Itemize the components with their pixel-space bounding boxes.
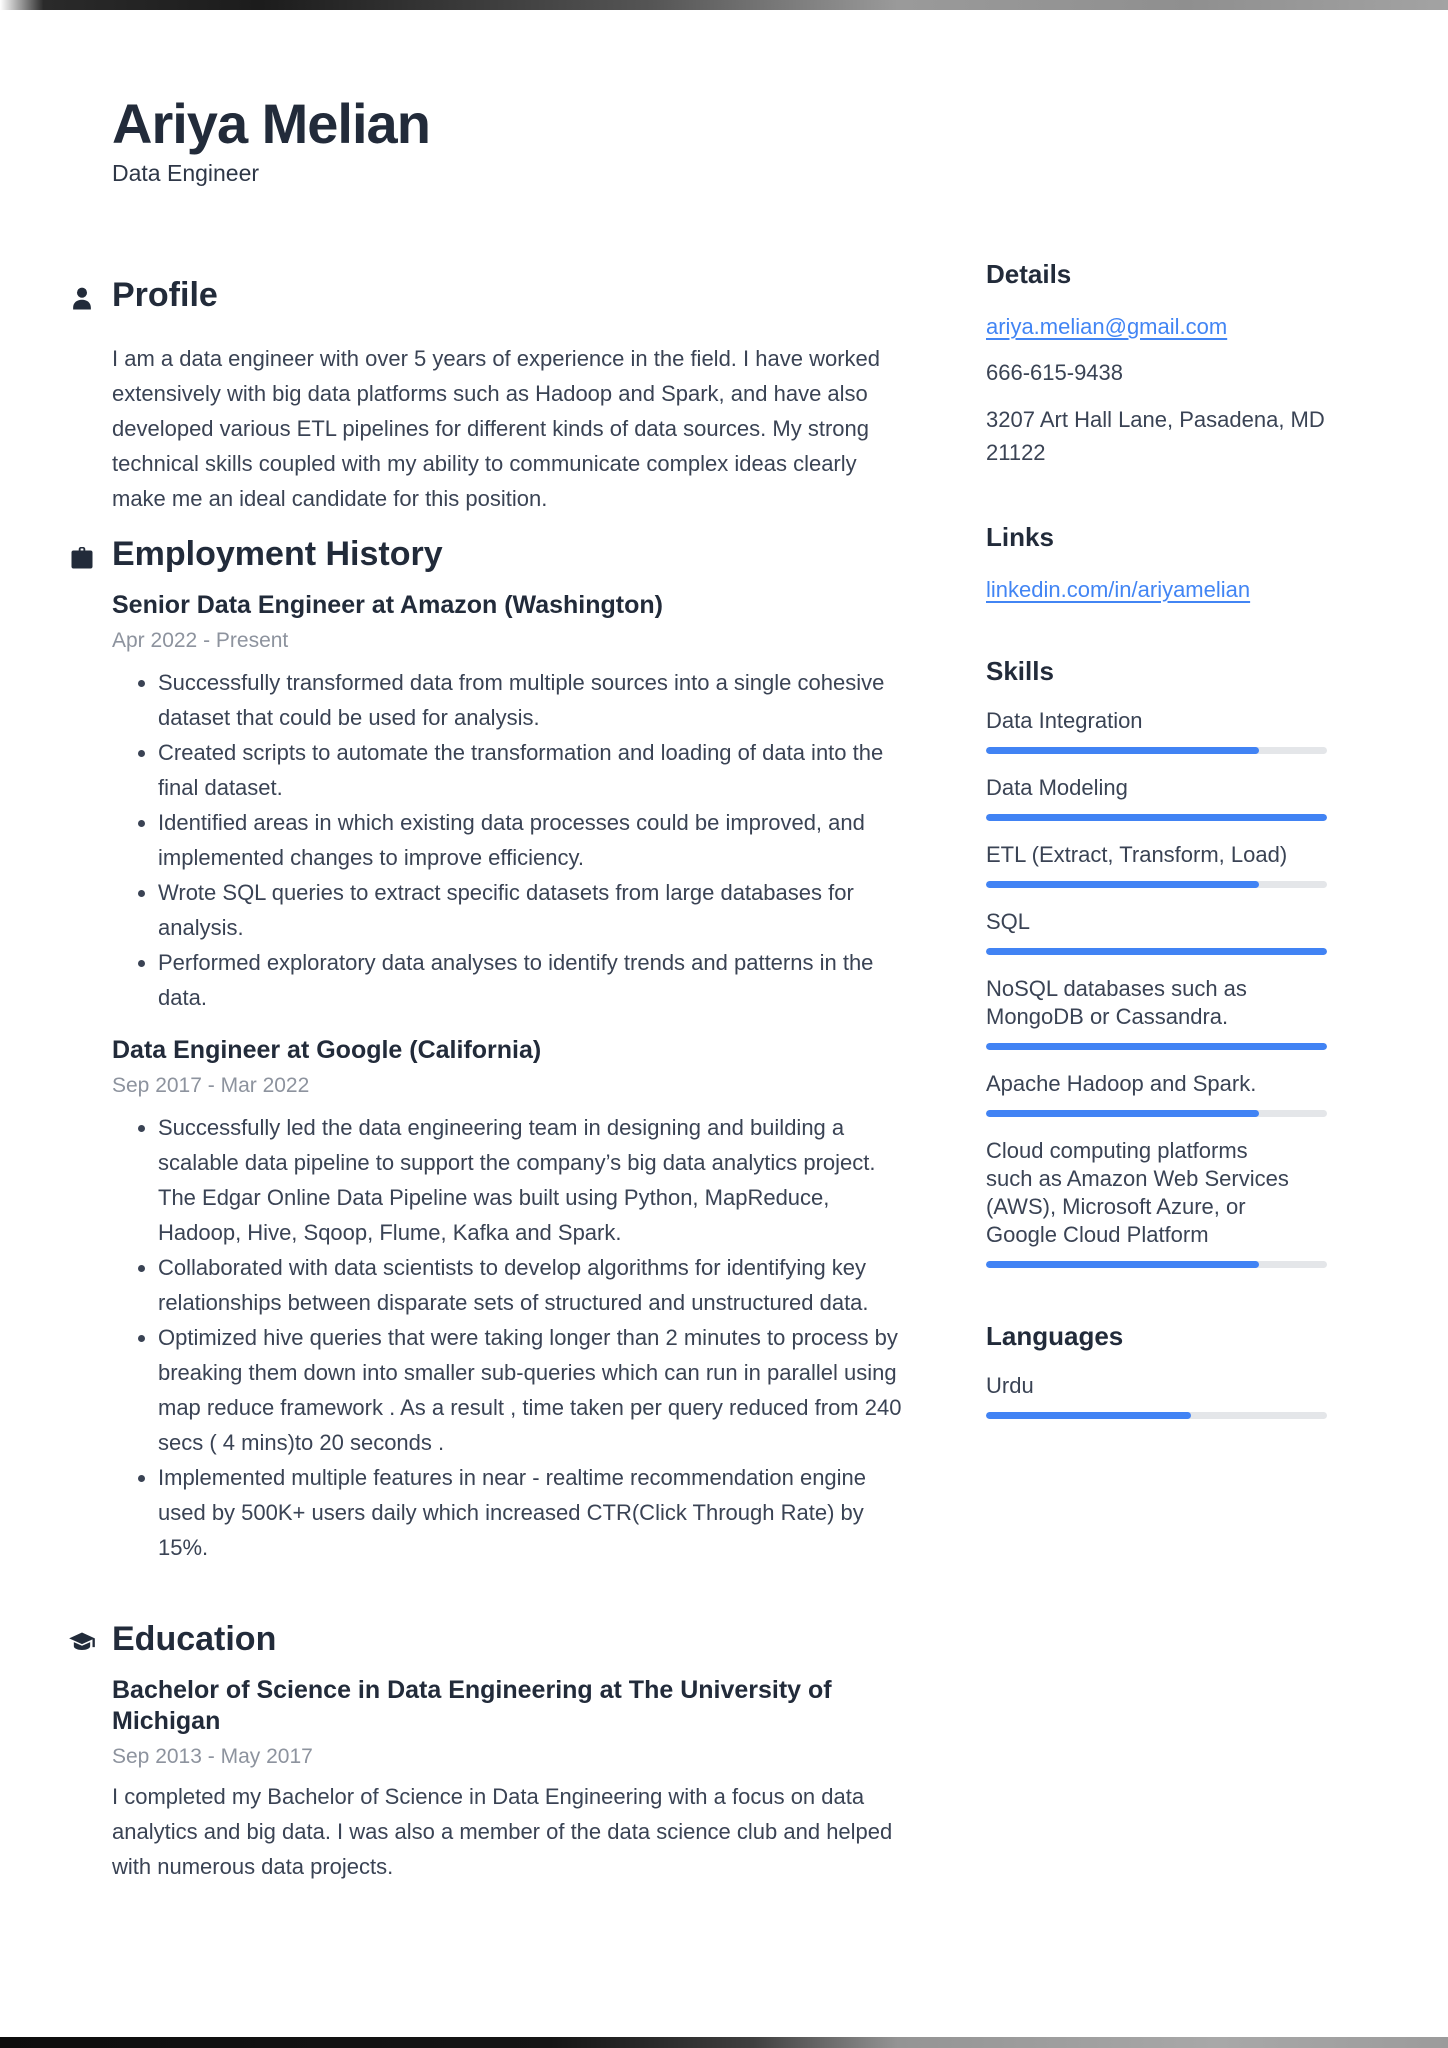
skill-bar-track — [986, 881, 1327, 888]
skill-item — [986, 975, 1327, 1050]
skill-item — [986, 707, 1327, 754]
job-bullet: • Created scripts to automate the transformation and loading of data into the final dataset. — [158, 735, 914, 805]
languages-heading: Languages — [986, 1321, 1124, 1351]
skill-label: Cloud computing platforms such as Amazon Web Services (AWS), Microsoft Azure, or Google Cloud Platform — [986, 1138, 1289, 1247]
candidate-name: Ariya Melian — [112, 92, 430, 155]
email-link[interactable]: ariya.melian@gmail.com — [986, 314, 1228, 339]
details-heading: Details — [986, 259, 1072, 289]
skill-bar-fill — [986, 881, 1259, 888]
profile-section-heading — [112, 275, 914, 315]
skill-bar-track — [986, 747, 1327, 754]
skill-label: ETL (Extract, Transform, Load) — [986, 842, 1288, 867]
skill-label: Apache Hadoop and Spark. — [986, 1071, 1257, 1096]
education-dates: Sep 2013 - May 2017 — [112, 1745, 313, 1768]
linkedin-link[interactable]: linkedin.com/in/ariyamelian — [986, 577, 1251, 602]
briefcase-icon — [68, 541, 96, 569]
language-bar-track — [986, 1412, 1327, 1419]
skill-bar-track — [986, 1261, 1327, 1268]
employment-heading-label: Employment History — [112, 535, 443, 573]
job-bullet: • Collaborated with data scientists to develop algorithms for identifying key relationships between disparate sets of structured and unstructured data. — [158, 1250, 914, 1320]
skill-bar-fill — [986, 948, 1327, 955]
skill-bar-track — [986, 1043, 1327, 1050]
page-bottom-shadow-bar — [0, 2037, 1448, 2048]
job-bullet: • Wrote SQL queries to extract specific datasets from large databases for analysis. — [158, 875, 914, 945]
skill-bar-fill — [986, 1043, 1327, 1050]
degree-title: Bachelor of Science in Data Engineering at The University of Michigan — [112, 1676, 832, 1735]
skill-bar-fill — [986, 747, 1259, 754]
job-bullet: • Identified areas in which existing data processes could be improved, and implemented changes to improve efficiency. — [158, 805, 914, 875]
skill-item — [986, 1137, 1327, 1268]
skill-item — [986, 1070, 1327, 1117]
skill-label: Data Modeling — [986, 775, 1128, 800]
education-heading-label: Education — [112, 1620, 277, 1658]
skill-item — [986, 908, 1327, 955]
education-entry — [112, 1675, 914, 1884]
skill-bar-fill — [986, 1261, 1259, 1268]
language-item — [986, 1372, 1327, 1419]
main-column — [112, 0, 914, 1884]
language-bar-fill — [986, 1412, 1191, 1419]
candidate-job-title: Data Engineer — [112, 160, 260, 186]
job-bullet-list — [112, 1110, 914, 1565]
job-title: Data Engineer at Google (California) — [112, 1036, 542, 1064]
skill-bar-fill — [986, 814, 1327, 821]
job-dates: Apr 2022 - Present — [112, 629, 289, 652]
job-bullet: • Implemented multiple features in near - realtime recommendation engine used by 500K+ users daily which increased CTR(Click Through Rate) by 15%. — [158, 1460, 914, 1565]
profile-text: I am a data engineer with over 5 years of experience in the field. I have worked extensively with big data platforms such as Hadoop and Spark, and have also developed various ETL pipelines for different kinds of data sources. My strong technical skills coupled with my ability to communicate complex ideas clearly make me an ideal candidate for this position. — [112, 346, 880, 511]
skill-label: SQL — [986, 909, 1031, 934]
education-text: I completed my Bachelor of Science in Data Engineering with a focus on data analytics and big data. I was also a member of the data science club and helped with numerous data projects. — [112, 1784, 893, 1879]
skill-bar-fill — [986, 1110, 1259, 1117]
job-bullet: • Optimized hive queries that were taking longer than 2 minutes to process by breaking them down into smaller sub-queries which can run in parallel using map reduce framework . As a result , time taken per query reduced from 240 secs ( 4 mins)to 20 seconds . — [158, 1320, 914, 1460]
skill-label: Data Integration — [986, 708, 1143, 733]
address: 3207 Art Hall Lane, Pasadena, MD 21122 — [986, 407, 1325, 465]
skill-item — [986, 841, 1327, 888]
education-section-heading — [112, 1619, 914, 1659]
job-title: Senior Data Engineer at Amazon (Washington) — [112, 591, 663, 619]
skill-bar-track — [986, 814, 1327, 821]
job-dates: Sep 2017 - Mar 2022 — [112, 1074, 310, 1097]
person-icon — [68, 282, 96, 310]
sidebar-column — [986, 0, 1327, 1419]
phone-number: 666-615-9438 — [986, 360, 1124, 385]
job-entry — [112, 590, 914, 1015]
graduation-cap-icon — [68, 1626, 96, 1654]
skills-heading: Skills — [986, 656, 1054, 686]
language-label: Urdu — [986, 1373, 1034, 1398]
skill-item — [986, 774, 1327, 821]
skill-label: NoSQL databases such as MongoDB or Cassandra. — [986, 976, 1247, 1029]
job-bullet-list — [112, 665, 914, 1015]
job-bullet: • Successfully led the data engineering team in designing and building a scalable data pipeline to support the company’s big data analytics project. The Edgar Online Data Pipeline was built using Python, MapReduce, Hadoop, Hive, Sqoop, Flume, Kafka and Spark. — [158, 1110, 914, 1250]
employment-section-heading — [112, 534, 914, 574]
skill-bar-track — [986, 1110, 1327, 1117]
profile-heading-label: Profile — [112, 276, 218, 314]
links-heading: Links — [986, 522, 1054, 552]
job-bullet: • Performed exploratory data analyses to identify trends and patterns in the data. — [158, 945, 914, 1015]
job-entry — [112, 1035, 914, 1565]
job-bullet: • Successfully transformed data from multiple sources into a single cohesive dataset that could be used for analysis. — [158, 665, 914, 735]
skill-bar-track — [986, 948, 1327, 955]
